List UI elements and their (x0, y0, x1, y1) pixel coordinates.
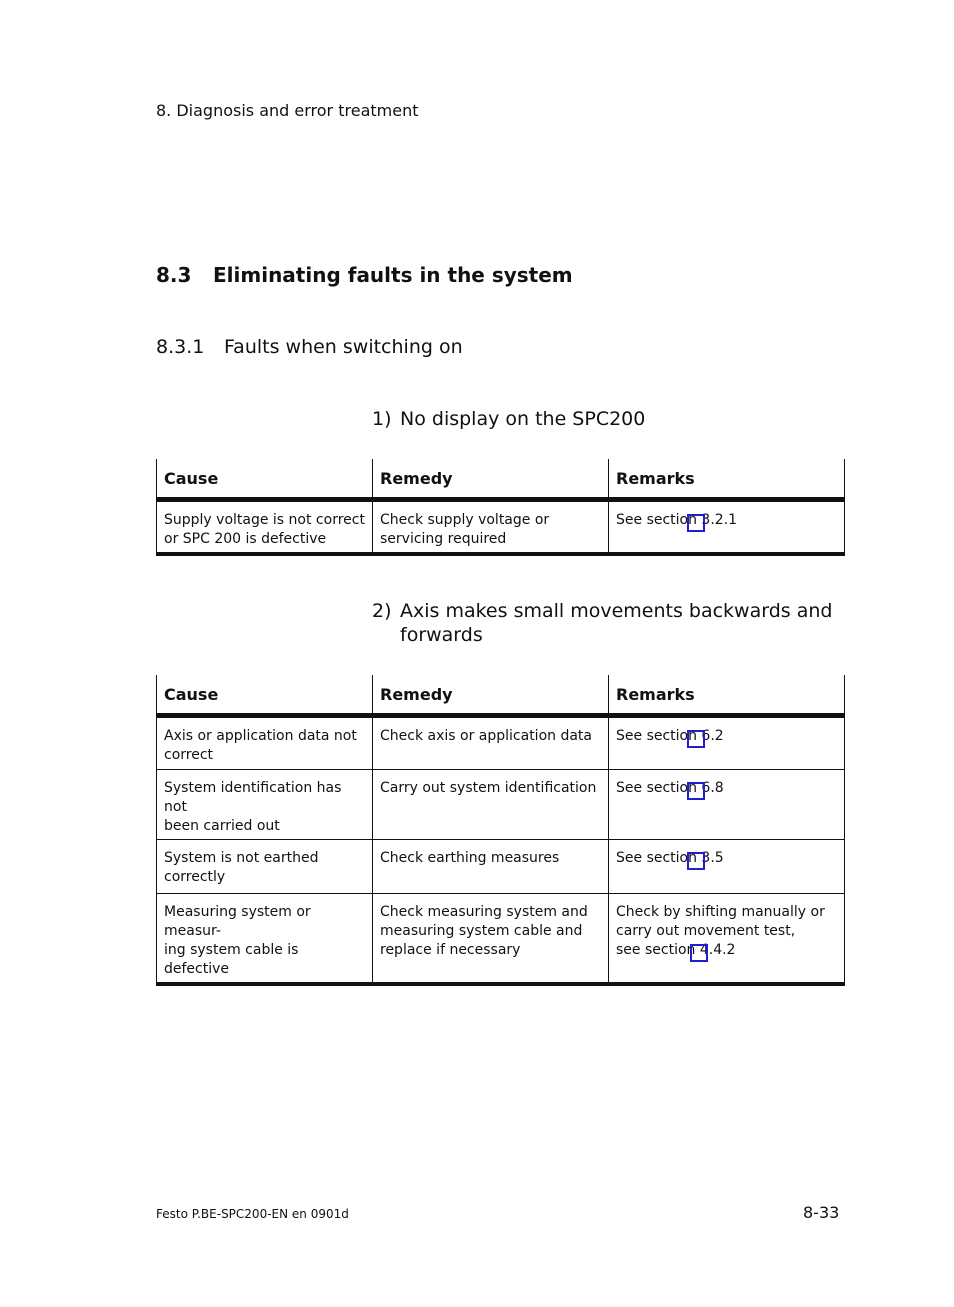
table-row (157, 716, 845, 770)
cause-cell: Measuring system or measur- ing system cable is defective (157, 894, 373, 985)
section-title: Eliminating faults in the system (213, 263, 573, 287)
subsection-heading (156, 336, 463, 358)
link-marker (687, 730, 705, 748)
cause-cell: System identification has not been carried out (157, 770, 373, 840)
page-number: 8-33 (803, 1203, 840, 1222)
link-marker (687, 782, 705, 800)
section-reference[interactable]: See section 3.2.1 (616, 511, 737, 530)
remedy-cell: Check earthing measures (373, 840, 609, 894)
column-header-remedy: Remedy (373, 675, 609, 716)
section-reference[interactable]: Check by shifting manually or carry out movement test, see section 4.4.2 (616, 903, 837, 960)
caption-text: Axis makes small movements backwards and forwards (400, 600, 833, 646)
cause-cell: System is not earthed correctly (157, 840, 373, 894)
caption-number: 1) (372, 408, 392, 430)
subsection-number: 8.3.1 (156, 336, 205, 358)
section-reference[interactable]: See section 6.8 (616, 779, 724, 798)
column-header-cause: Cause (157, 459, 373, 500)
caption-text: No display on the SPC200 (400, 408, 646, 430)
faults-table-2 (156, 675, 845, 986)
section-reference[interactable]: See section 3.5 (616, 849, 724, 868)
remedy-cell: Carry out system identification (373, 770, 609, 840)
remarks-cell (609, 716, 845, 770)
section-number: 8.3 (156, 263, 192, 287)
table-row (157, 500, 845, 555)
table-caption-1 (372, 407, 840, 431)
subsection-title: Faults when switching on (224, 336, 463, 358)
remedy-cell: Check measuring system and measuring system cable and replace if necessary (373, 894, 609, 985)
link-marker (687, 514, 705, 532)
table-row (157, 840, 845, 894)
table-row (157, 894, 845, 985)
table-row (157, 770, 845, 840)
footer-doc-id: Festo P.BE-SPC200-EN en 0901d (156, 1207, 349, 1221)
remarks-cell (609, 894, 845, 985)
section-heading (156, 263, 573, 287)
caption-number: 2) (372, 600, 392, 622)
remarks-cell (609, 770, 845, 840)
column-header-remarks: Remarks (609, 459, 845, 500)
link-marker (690, 944, 708, 962)
chapter-header: 8. Diagnosis and error treatment (156, 101, 419, 120)
remedy-cell: Check axis or application data (373, 716, 609, 770)
remarks-cell (609, 500, 845, 555)
remedy-cell: Check supply voltage or servicing required (373, 500, 609, 555)
column-header-remedy: Remedy (373, 459, 609, 500)
table-caption-2 (372, 599, 840, 647)
cause-cell: Supply voltage is not correct or SPC 200 is defective (157, 500, 373, 555)
remarks-cell (609, 840, 845, 894)
section-reference[interactable]: See section 6.2 (616, 727, 724, 746)
cause-cell: Axis or application data not correct (157, 716, 373, 770)
faults-table-1 (156, 459, 845, 556)
column-header-remarks: Remarks (609, 675, 845, 716)
column-header-cause: Cause (157, 675, 373, 716)
link-marker (687, 852, 705, 870)
